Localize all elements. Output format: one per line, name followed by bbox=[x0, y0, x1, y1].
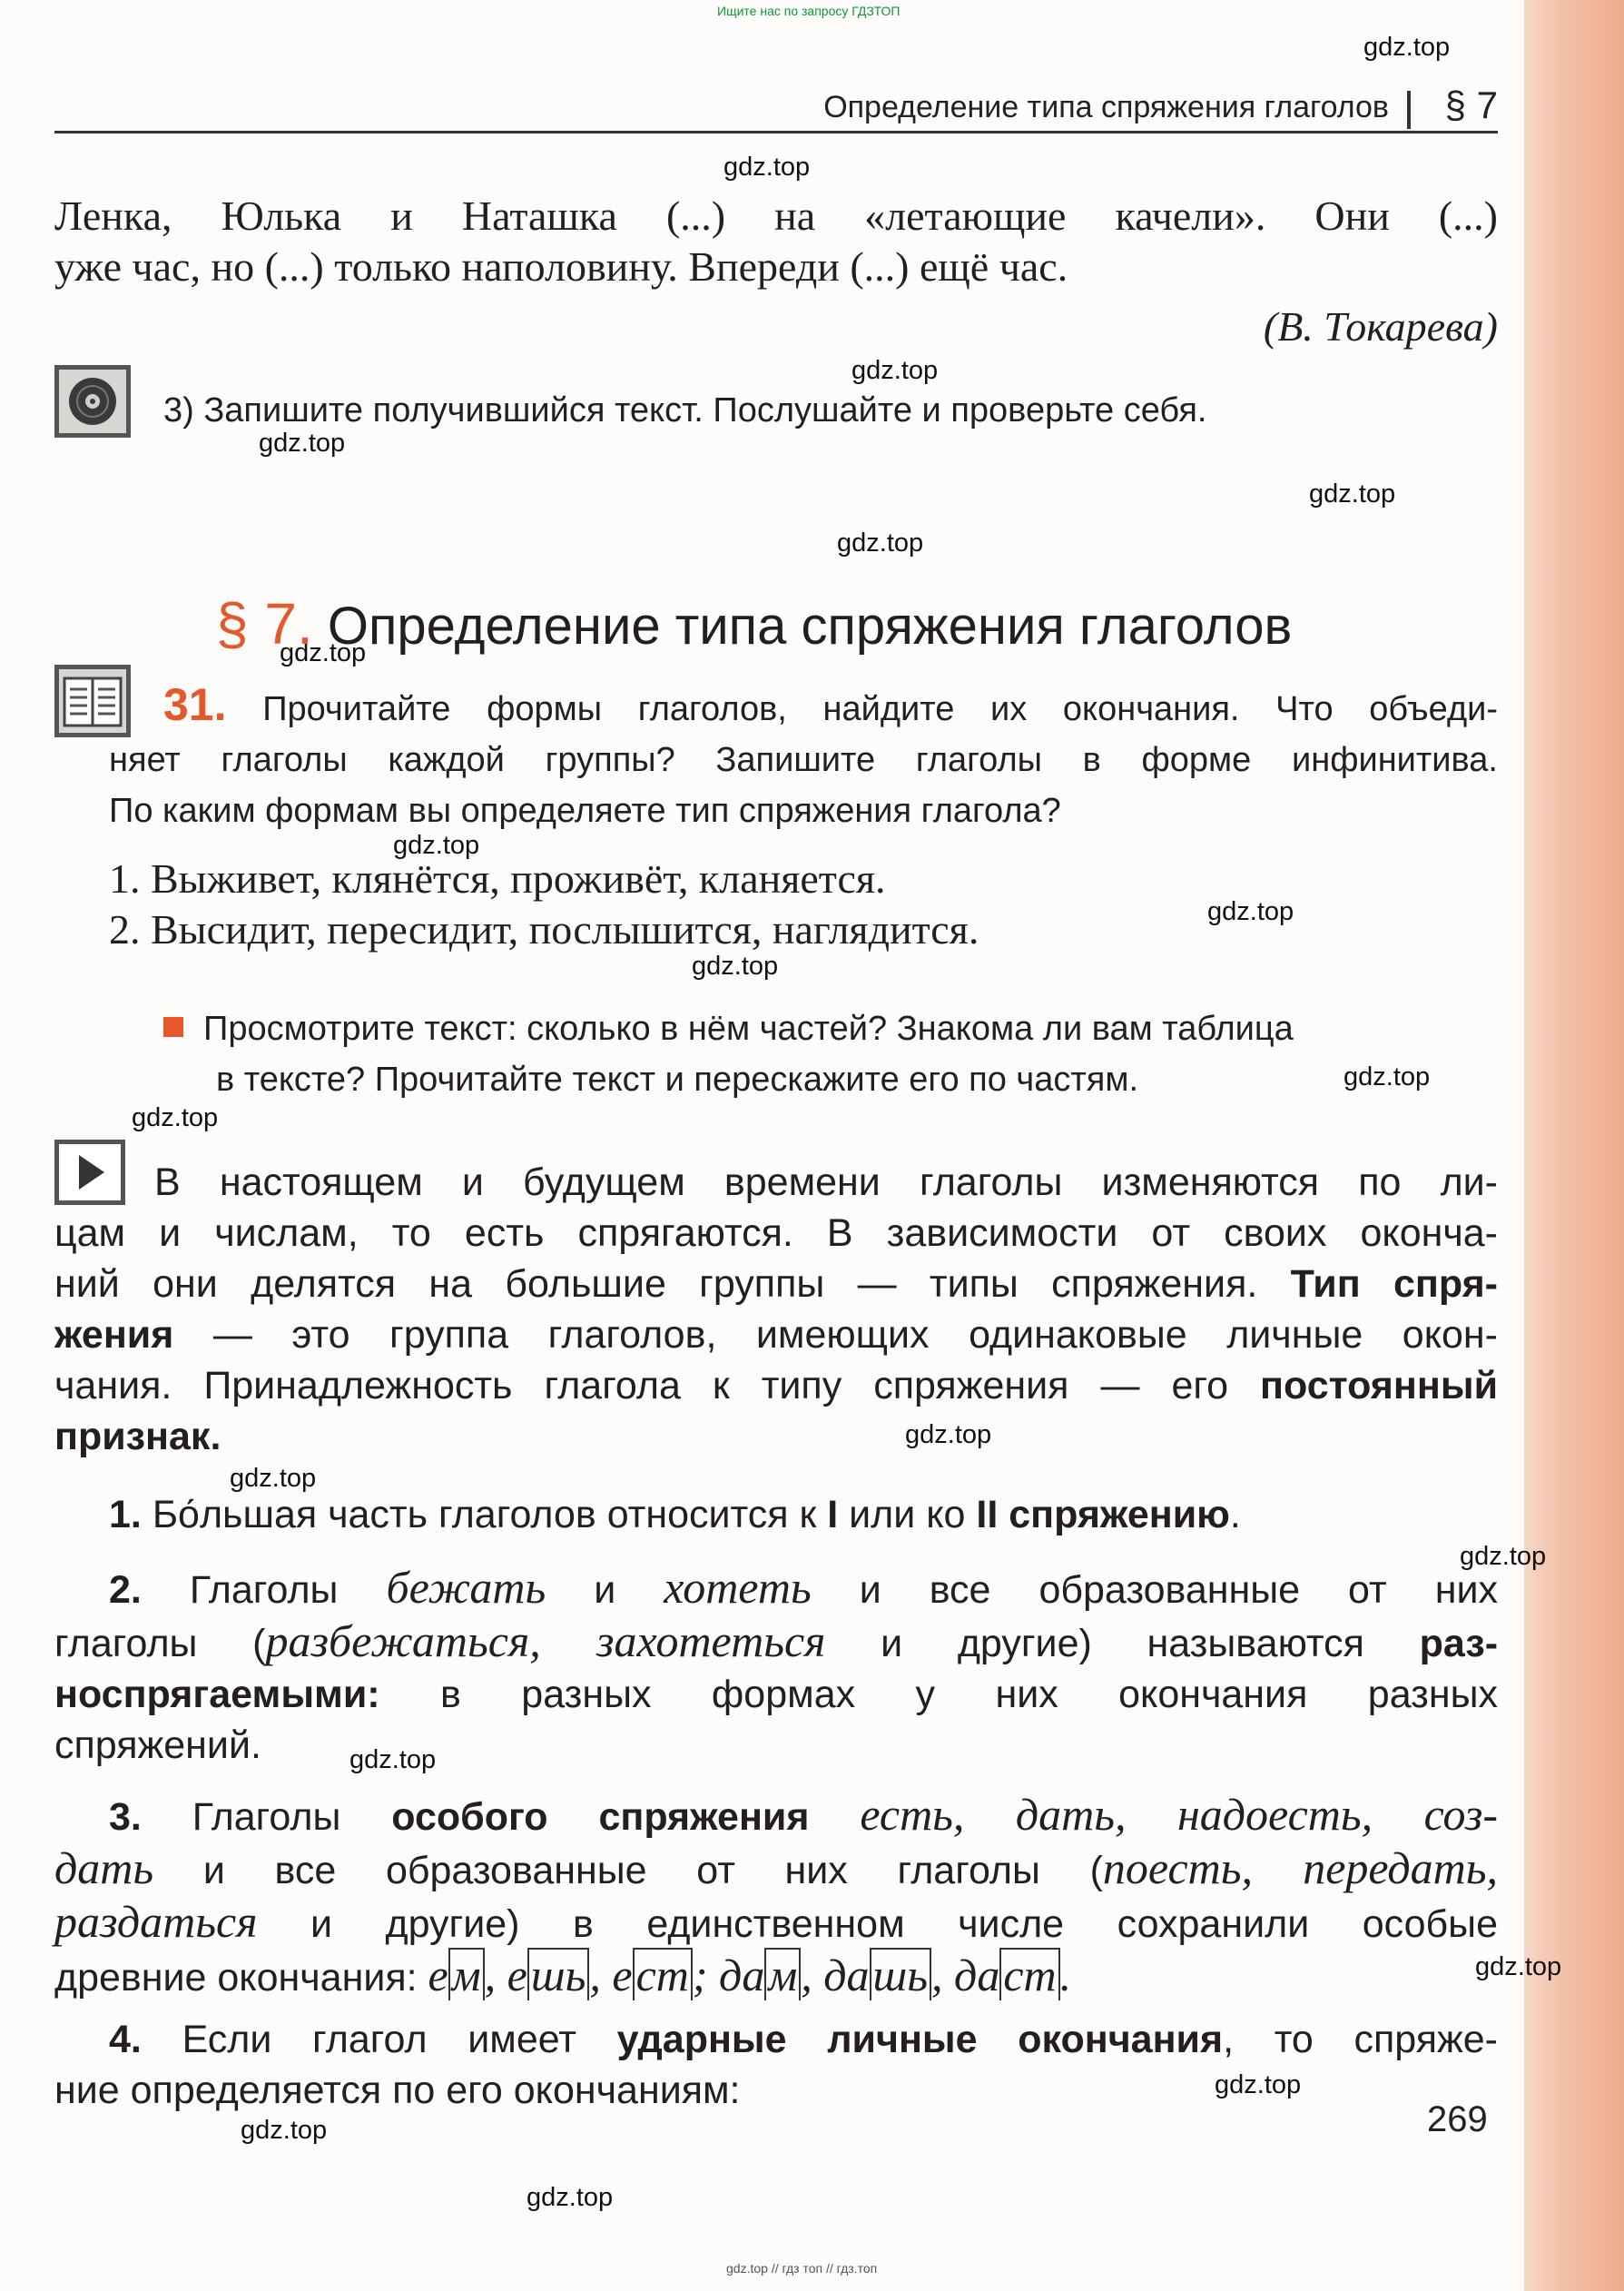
watermark: gdz.top bbox=[1343, 1062, 1431, 1091]
section-title bbox=[216, 590, 1292, 657]
running-head bbox=[54, 84, 1498, 133]
theory-paragraph bbox=[54, 1157, 1498, 1462]
bullet-task-line: в тексте? Прочитайте текст и перескажите его по частям. bbox=[216, 1061, 1138, 1099]
excerpt bbox=[54, 191, 1498, 352]
bullet-task-line bbox=[163, 1003, 1498, 1054]
exercise-item-2: 2. Высидит, пересидит, послышится, наглядится. bbox=[109, 906, 979, 953]
excerpt-author: (В. Токарева) bbox=[1263, 303, 1498, 350]
rule-line: ние определяется по его окончаниям: bbox=[54, 2069, 741, 2112]
watermark: gdz.top bbox=[259, 429, 346, 458]
rule-1: 1. Бо́льшая часть глаголов относится к I или ко II спряжению. bbox=[109, 1493, 1241, 1536]
theory-line: В настоящем и будущем времени глаголы изменяются по ли- bbox=[154, 1160, 1498, 1204]
ending-form: ем, ешь, ест; дам, дашь, даст. bbox=[428, 1950, 1072, 2000]
watermark: gdz.top bbox=[241, 2116, 328, 2145]
rule-3 bbox=[54, 1789, 1498, 2003]
page-number: 269 bbox=[1427, 2099, 1488, 2139]
watermark: gdz.top bbox=[1207, 897, 1294, 926]
rule-line: 2. Глаголы бежать и хотеть и все образованные от них bbox=[109, 1562, 1498, 1613]
watermark: gdz.top bbox=[851, 356, 939, 385]
exercise-number: 31. bbox=[163, 679, 227, 730]
top-note: Ищите нас по запросу ГДЗТОП bbox=[717, 4, 901, 18]
section-sign: § 7. bbox=[216, 591, 313, 657]
bullet-task bbox=[163, 1003, 1498, 1105]
rule-4 bbox=[54, 2014, 1498, 2116]
rule-line: 4. Если глагол имеет ударные личные окончания, то спряже- bbox=[109, 2018, 1499, 2061]
rule-line: раздаться и другие) в единственном числе сохранили особые bbox=[54, 1896, 1499, 1947]
page-edge bbox=[1524, 0, 1624, 2291]
running-head-section: § 7 bbox=[1444, 84, 1498, 126]
exercise-31 bbox=[109, 679, 1498, 836]
theory-line: признак. bbox=[54, 1415, 221, 1458]
watermark: gdz.top bbox=[723, 153, 811, 182]
rule-2 bbox=[54, 1562, 1498, 1771]
watermark: gdz.top bbox=[905, 1420, 992, 1449]
watermark: gdz.top bbox=[527, 2183, 614, 2212]
excerpt-line: уже час, но (...) только наполовину. Впереди (...) ещё час. bbox=[54, 243, 1068, 290]
watermark: gdz.top bbox=[692, 952, 779, 981]
watermark: gdz.top bbox=[1363, 33, 1451, 62]
theory-line: цам и числам, то есть спрягаются. В зависимости от своих оконча- bbox=[54, 1211, 1498, 1255]
rule-number: 1. bbox=[109, 1493, 142, 1536]
theory-line: ний они делятся на большие группы — типы спряжения. Тип спря- bbox=[54, 1262, 1498, 1306]
rule-line: носпрягаемыми: в разных формах у них окончания разных bbox=[54, 1673, 1498, 1716]
watermark: gdz.top bbox=[837, 528, 924, 558]
section-title-text: Определение типа спряжения глаголов bbox=[327, 597, 1293, 656]
rule-line: 3. Глаголы особого спряжения есть, дать, надоесть, соз- bbox=[109, 1789, 1499, 1840]
watermark: gdz.top bbox=[280, 638, 367, 667]
theory-line: чания. Принадлежность глагола к типу спряжения — его постоянный bbox=[54, 1364, 1498, 1407]
rule-line: древние окончания: ем, ешь, ест; дам, дашь, даст. bbox=[54, 1950, 1072, 2000]
exercise-31-text: Прочитайте формы глаголов, найдите их окончания. Что объеди- bbox=[262, 690, 1498, 728]
bullet-task-text: Просмотрите текст: сколько в нём частей? Знакома ли вам таблица bbox=[203, 1010, 1294, 1048]
audio-disc-icon bbox=[54, 365, 131, 438]
watermark: gdz.top bbox=[230, 1464, 317, 1493]
exercise-31-line bbox=[109, 679, 1498, 735]
running-head-title: Определение типа спряжения глаголов bbox=[823, 90, 1389, 124]
rule-line: спряжений. bbox=[54, 1723, 261, 1767]
watermark: gdz.top bbox=[1215, 2070, 1302, 2099]
watermark: gdz.top bbox=[1475, 1952, 1562, 1981]
watermark: gdz.top bbox=[132, 1103, 219, 1132]
exercise-item-1: 1. Выживет, клянётся, проживёт, кланяется. bbox=[109, 855, 886, 902]
exercise-31-line: няет глаголы каждой группы? Запишите глаголы в форме инфинитива. bbox=[109, 741, 1498, 779]
exercise-31-line: По каким формам вы определяете тип спряжения глагола? bbox=[109, 792, 1061, 830]
watermark: gdz.top bbox=[1460, 1542, 1547, 1571]
watermark: gdz.top bbox=[1309, 479, 1396, 509]
excerpt-line: Ленка, Юлька и Наташка (...) на «летающие качели». Они (...) bbox=[54, 193, 1498, 239]
exercise-31-items bbox=[109, 854, 979, 955]
watermark: gdz.top bbox=[349, 1745, 437, 1774]
bottom-note: gdz.top // гдз топ // гдз.топ bbox=[726, 2261, 878, 2276]
task-3: 3) Запишите получившийся текст. Послушайте и проверьте себя. bbox=[163, 391, 1207, 430]
running-head-separator bbox=[1407, 91, 1411, 129]
rule-line: глаголы (разбежаться, захотеться и другие) называются раз- bbox=[54, 1615, 1499, 1666]
watermark: gdz.top bbox=[393, 831, 480, 860]
bullet-square-icon bbox=[163, 1017, 183, 1037]
theory-line: жения — это группа глаголов, имеющих одинаковые личные окон- bbox=[54, 1313, 1498, 1357]
rule-line: дать и все образованные от них глаголы (поесть, передать, bbox=[54, 1842, 1498, 1893]
